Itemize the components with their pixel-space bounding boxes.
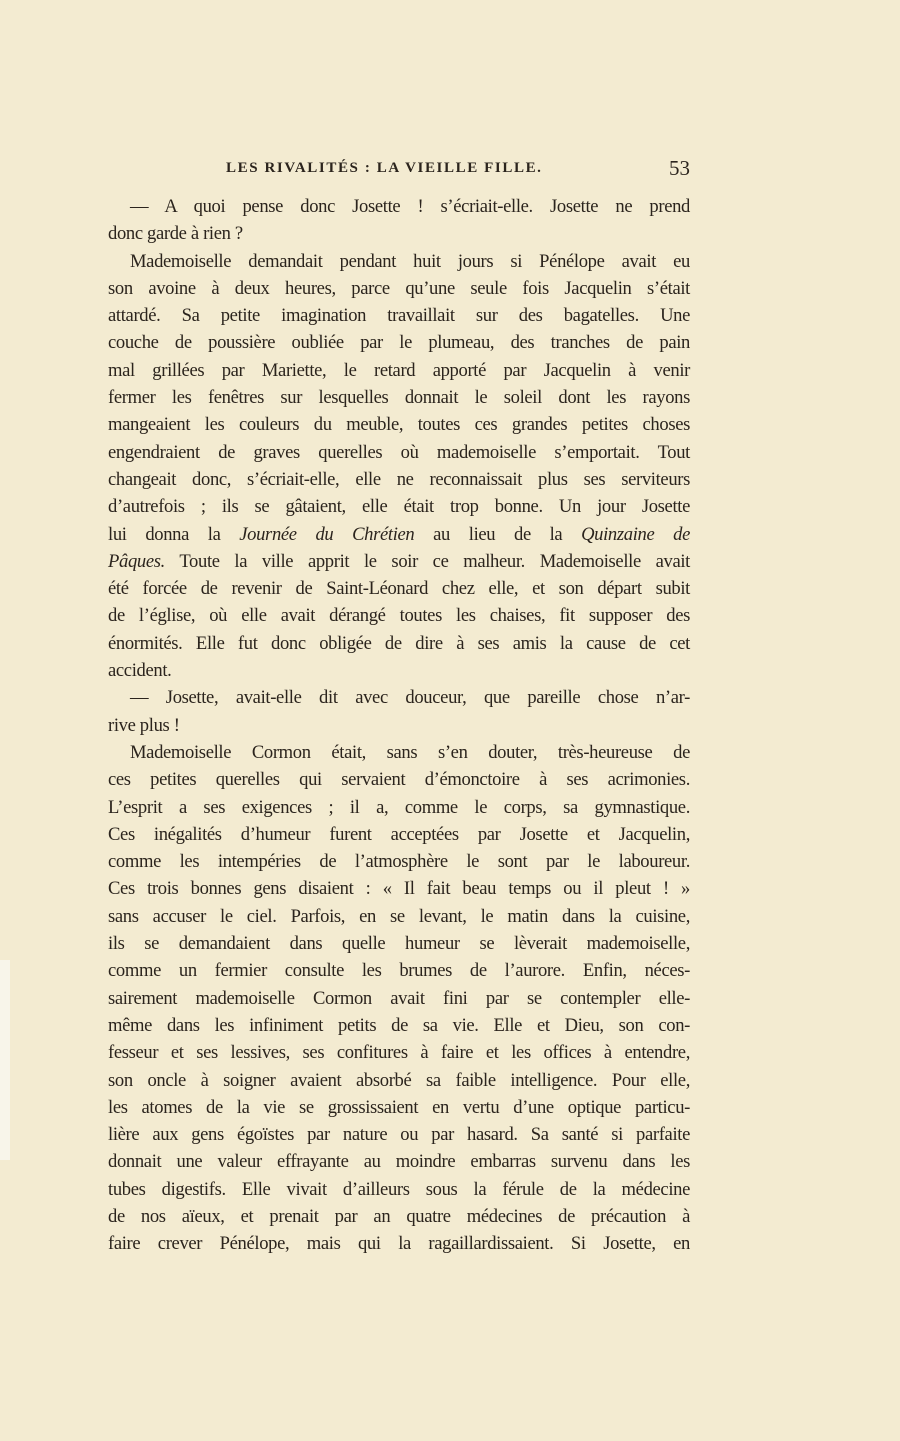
text-segment: lui donna la	[108, 523, 240, 545]
text-line	[108, 657, 690, 684]
text-segment: son avoine à deux heures, parce qu’une seule fois Jacquelin s’était	[108, 277, 690, 299]
text-line	[108, 957, 690, 984]
italic-title: Quinzaine de	[581, 523, 690, 545]
text-line	[108, 712, 690, 739]
text-line	[108, 848, 690, 875]
text-line	[108, 384, 690, 411]
text-line	[108, 903, 690, 930]
text-segment: faire crever Pénélope, mais qui la ragaillardissaient. Si Josette, en	[108, 1233, 690, 1255]
text-line	[108, 357, 690, 384]
text-segment: son oncle à soigner avaient absorbé sa faible intelligence. Pour elle,	[108, 1069, 690, 1091]
text-line	[108, 1148, 690, 1175]
page-header	[108, 158, 690, 184]
text-segment: même dans les infiniment petits de sa vie. Elle et Dieu, son con-	[108, 1014, 690, 1036]
text-line	[108, 329, 690, 356]
text-line	[108, 930, 690, 957]
text-segment: énormités. Elle fut donc obligée de dire à ses amis la cause de cet	[108, 632, 690, 654]
text-line	[108, 766, 690, 793]
text-segment: fermer les fenêtres sur lesquelles donnait le soleil dont les rayons	[108, 387, 690, 409]
text-line	[108, 548, 690, 575]
page-edge	[0, 960, 10, 1160]
text-segment: sairement mademoiselle Cormon avait fini par se contempler elle-	[108, 987, 690, 1009]
text-line	[108, 1012, 690, 1039]
text-line	[108, 575, 690, 602]
page-number: 53	[669, 156, 690, 180]
italic-title: Pâques.	[108, 550, 165, 572]
text-line	[108, 1230, 690, 1257]
text-segment: L’esprit a ses exigences ; il a, comme le corps, sa gymnastique.	[108, 796, 690, 818]
text-segment: Mademoiselle demandait pendant huit jours si Pénélope avait eu	[130, 250, 690, 272]
text-line	[108, 1176, 690, 1203]
text-segment: Toute la ville apprit le soir ce malheur. Mademoiselle avait	[164, 550, 690, 572]
text-line	[108, 1039, 690, 1066]
text-segment: donc garde à rien ?	[108, 223, 243, 245]
text-segment: mangeaient les couleurs du meuble, toutes ces grandes petites choses	[108, 414, 690, 436]
text-segment: ces petites querelles qui servaient d’émonctoire à ses acrimonies.	[108, 769, 690, 791]
text-segment: tubes digestifs. Elle vivait d’ailleurs sous la férule de la médecine	[108, 1178, 690, 1200]
text-line	[108, 275, 690, 302]
text-segment: donnait une valeur effrayante au moindre embarras survenu dans les	[108, 1151, 690, 1173]
text-line	[108, 439, 690, 466]
text-segment: de l’église, où elle avait dérangé toutes les chaises, fit supposer des	[108, 605, 690, 627]
text-line	[108, 220, 690, 247]
text-segment: lière aux gens égoïstes par nature ou par hasard. Sa santé si parfaite	[108, 1124, 690, 1146]
text-segment: engendraient de graves querelles où mademoiselle s’emportait. Tout	[108, 441, 690, 463]
text-line	[108, 466, 690, 493]
text-line	[108, 821, 690, 848]
text-segment: les atomes de la vie se grossissaient en vertu d’une optique particu-	[108, 1096, 690, 1118]
text-line	[108, 602, 690, 629]
text-segment: comme un fermier consulte les brumes de l’aurore. Enfin, néces-	[108, 960, 690, 982]
text-segment: ils se demandaient dans quelle humeur se lèverait mademoiselle,	[108, 933, 690, 955]
text-line	[108, 411, 690, 438]
body-text	[108, 193, 690, 1258]
text-line	[108, 1203, 690, 1230]
text-segment: Mademoiselle Cormon était, sans s’en douter, très-heureuse de	[130, 741, 690, 763]
text-segment: de nos aïeux, et prenait par an quatre médecines de précaution à	[108, 1205, 690, 1227]
text-segment: attardé. Sa petite imagination travaillait sur des bagatelles. Une	[108, 305, 690, 327]
text-segment: — A quoi pense donc Josette ! s’écriait-elle. Josette ne prend	[130, 196, 690, 217]
text-segment: été forcée de revenir de Saint-Léonard chez elle, et son départ subit	[108, 578, 690, 600]
text-line	[108, 630, 690, 657]
text-line	[108, 985, 690, 1012]
text-line	[108, 521, 690, 548]
text-line	[108, 684, 690, 711]
text-line	[108, 493, 690, 520]
text-segment: comme les intempéries de l’atmosphère le sont par le laboureur.	[108, 851, 690, 873]
text-line	[108, 302, 690, 329]
text-line	[108, 1067, 690, 1094]
italic-title: Journée du Chrétien	[239, 523, 415, 545]
text-segment: fesseur et ses lessives, ses confitures à faire et les offices à entendre,	[108, 1042, 690, 1064]
text-line	[108, 739, 690, 766]
text-line	[108, 248, 690, 275]
text-segment: couche de poussière oubliée par le plumeau, des tranches de pain	[108, 332, 690, 354]
text-segment: — Josette, avait-elle dit avec douceur, que pareille chose n’ar-	[130, 687, 690, 709]
text-line	[108, 875, 690, 902]
text-segment: rive plus !	[108, 714, 180, 736]
text-line	[108, 193, 690, 220]
text-segment: Ces inégalités d’humeur furent acceptées par Josette et Jacquelin,	[108, 823, 690, 845]
text-segment: au lieu de la	[414, 523, 582, 545]
text-segment: sans accuser le ciel. Parfois, en se levant, le matin dans la cuisine,	[108, 905, 690, 927]
text-line	[108, 1094, 690, 1121]
running-title: LES RIVALITÉS : LA VIEILLE FILLE.	[226, 160, 543, 176]
text-segment: Ces trois bonnes gens disaient : « Il fait beau temps ou il pleut ! »	[108, 878, 690, 900]
text-segment: mal grillées par Mariette, le retard apporté par Jacquelin à venir	[108, 359, 690, 381]
text-line	[108, 1121, 690, 1148]
text-segment: d’autrefois ; ils se gâtaient, elle était trop bonne. Un jour Josette	[108, 496, 690, 518]
text-line	[108, 794, 690, 821]
text-segment: accident.	[108, 660, 172, 682]
text-segment: changeait donc, s’écriait-elle, elle ne reconnaissait plus ses serviteurs	[108, 468, 690, 490]
